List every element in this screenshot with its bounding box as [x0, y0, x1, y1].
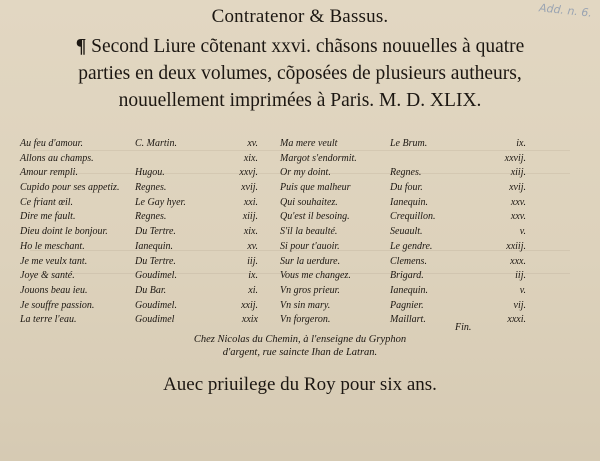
- book-title: [10, 33, 590, 114]
- toc-folio: xxiij.: [506, 240, 526, 252]
- toc-title: Vn forgeron.: [280, 314, 331, 326]
- toc-composer: Maillart.: [390, 314, 426, 326]
- toc-composer: Ianequin.: [135, 240, 174, 252]
- toc-composer: Crequillon.: [390, 211, 436, 223]
- toc-title: Ho le meschant.: [20, 240, 85, 252]
- toc-folio: ix.: [516, 138, 526, 149]
- imprint-line-2: d'argent, rue saincte Ihan de Latran.: [222, 347, 378, 358]
- toc-title: Qu'est il besoing.: [280, 211, 350, 223]
- toc-row: [20, 152, 590, 167]
- toc-row: [20, 210, 590, 225]
- toc-row: [20, 166, 590, 181]
- pilcrow-mark: ¶: [75, 36, 87, 57]
- toc-row: [20, 225, 590, 240]
- toc-folio: xv.: [247, 138, 258, 149]
- toc-composer: Ianequin.: [390, 284, 429, 296]
- toc-composer: Hugou.: [135, 167, 165, 179]
- toc-folio: xix.: [243, 152, 258, 164]
- toc-folio: xiij.: [242, 211, 258, 223]
- toc-title: Je souffre passion.: [20, 299, 95, 311]
- toc-title: Si pour t'auoir.: [280, 240, 340, 252]
- toc-title: Ma mere veult: [280, 138, 338, 149]
- toc-row: [20, 137, 590, 152]
- title-line-2: parties en deux volumes, cõposées de plusieurs autheurs,: [78, 63, 522, 84]
- toc-row: [20, 313, 590, 328]
- toc-composer: Du Bar.: [135, 284, 167, 296]
- toc-folio: xvij.: [241, 182, 258, 194]
- toc-composer: Goudimel.: [135, 299, 177, 311]
- toc-row: [20, 255, 590, 270]
- toc-composer: Regnes.: [135, 211, 167, 223]
- toc-composer: Brigard.: [390, 270, 424, 282]
- toc-title: Vn gros prieur.: [280, 284, 340, 296]
- toc-title: Vn sin mary.: [280, 299, 331, 311]
- toc-composer: Du Tertre.: [135, 255, 176, 267]
- toc-composer: C. Martin.: [135, 138, 177, 149]
- toc-title: Ce friant œil.: [20, 196, 74, 208]
- toc-composer: Goudimel: [135, 314, 175, 326]
- toc-composer: Le gendre.: [390, 240, 433, 252]
- table-of-contents: [20, 137, 590, 328]
- toc-folio: xiij.: [510, 167, 526, 179]
- toc-folio: xxx.: [510, 255, 526, 267]
- toc-title: Dieu doint le bonjour.: [20, 226, 108, 238]
- toc-composer: Le Brum.: [390, 138, 428, 149]
- toc-folio: iij.: [247, 255, 258, 267]
- royal-privilege: Auec priuilege du Roy pour six ans.: [163, 374, 437, 395]
- toc-title: Je me veulx tant.: [20, 255, 88, 267]
- toc-row: [20, 269, 590, 284]
- title-line-3: nouuellement imprimées à Paris. M. D. XLIX.: [118, 90, 482, 111]
- imprint-line-1: Chez Nicolas du Chemin, à l'enseigne du Gryphon: [193, 334, 407, 345]
- toc-title: Dire me fault.: [20, 211, 76, 223]
- part-book-heading: Contratenor & Bassus.: [211, 6, 389, 27]
- fin-mark: Fin.: [455, 322, 472, 333]
- toc-row: [20, 284, 590, 299]
- toc-composer: Ianequin.: [390, 196, 429, 208]
- toc-composer: Clemens.: [390, 255, 427, 267]
- toc-composer: Regnes.: [135, 182, 167, 194]
- toc-folio: xi.: [248, 284, 258, 296]
- toc-title: Jouons beau ieu.: [20, 284, 88, 296]
- toc-title: Allons au champs.: [20, 152, 94, 164]
- toc-composer: Goudimel.: [135, 270, 177, 282]
- toc-title: Puis que malheur: [280, 182, 351, 194]
- toc-title: Qui souhaitez.: [280, 196, 338, 208]
- toc-folio: v.: [519, 284, 526, 296]
- toc-composer: Du Tertre.: [135, 226, 176, 238]
- toc-title: Au feu d'amour.: [20, 138, 83, 149]
- toc-row: [20, 196, 590, 211]
- toc-folio: v.: [519, 226, 526, 238]
- toc-row: [20, 240, 590, 255]
- toc-folio: xxij.: [241, 299, 258, 311]
- manuscript-shelfmark: Add. n. 6.: [538, 1, 593, 20]
- toc-row: [20, 299, 590, 314]
- printer-imprint: [0, 333, 600, 359]
- toc-title: Joye & santé.: [20, 270, 75, 282]
- toc-title: Margot s'endormit.: [280, 152, 357, 164]
- toc-title: S'il la beaulté.: [280, 226, 338, 238]
- toc-composer: Le Gay hyer.: [135, 196, 186, 208]
- toc-title: La terre l'eau.: [20, 314, 77, 326]
- toc-folio: xxvij.: [504, 152, 526, 164]
- toc-folio: xix.: [243, 226, 258, 238]
- toc-composer: Du four.: [390, 182, 423, 194]
- toc-title: Amour rempli.: [20, 167, 78, 179]
- toc-title: Or my doint.: [280, 167, 331, 179]
- toc-folio: ix.: [248, 270, 258, 282]
- title-line-1: ¶ Second Liure cõtenant xxvi. chãsons nouuelles à quatre: [75, 36, 525, 57]
- toc-composer: Regnes.: [390, 167, 422, 179]
- toc-composer: Pagnier.: [390, 299, 424, 311]
- toc-folio: vij.: [513, 299, 526, 311]
- toc-title: Cupido pour ses appetiz.: [20, 182, 120, 194]
- toc-folio: xxv.: [510, 196, 526, 208]
- toc-title: Vous me changez.: [280, 270, 351, 282]
- toc-folio: iij.: [515, 270, 526, 282]
- toc-title: Sur la uerdure.: [280, 255, 341, 267]
- toc-folio: xxv.: [510, 211, 526, 223]
- toc-folio: xv.: [247, 240, 258, 252]
- toc-folio: xxvj.: [239, 167, 258, 179]
- toc-folio: xxxi.: [507, 314, 526, 326]
- toc-folio: xxi.: [243, 196, 258, 208]
- toc-folio: xxix: [241, 314, 258, 326]
- toc-row: [20, 181, 590, 196]
- toc-composer: Seuault.: [390, 226, 423, 238]
- toc-folio: xvij.: [509, 182, 526, 194]
